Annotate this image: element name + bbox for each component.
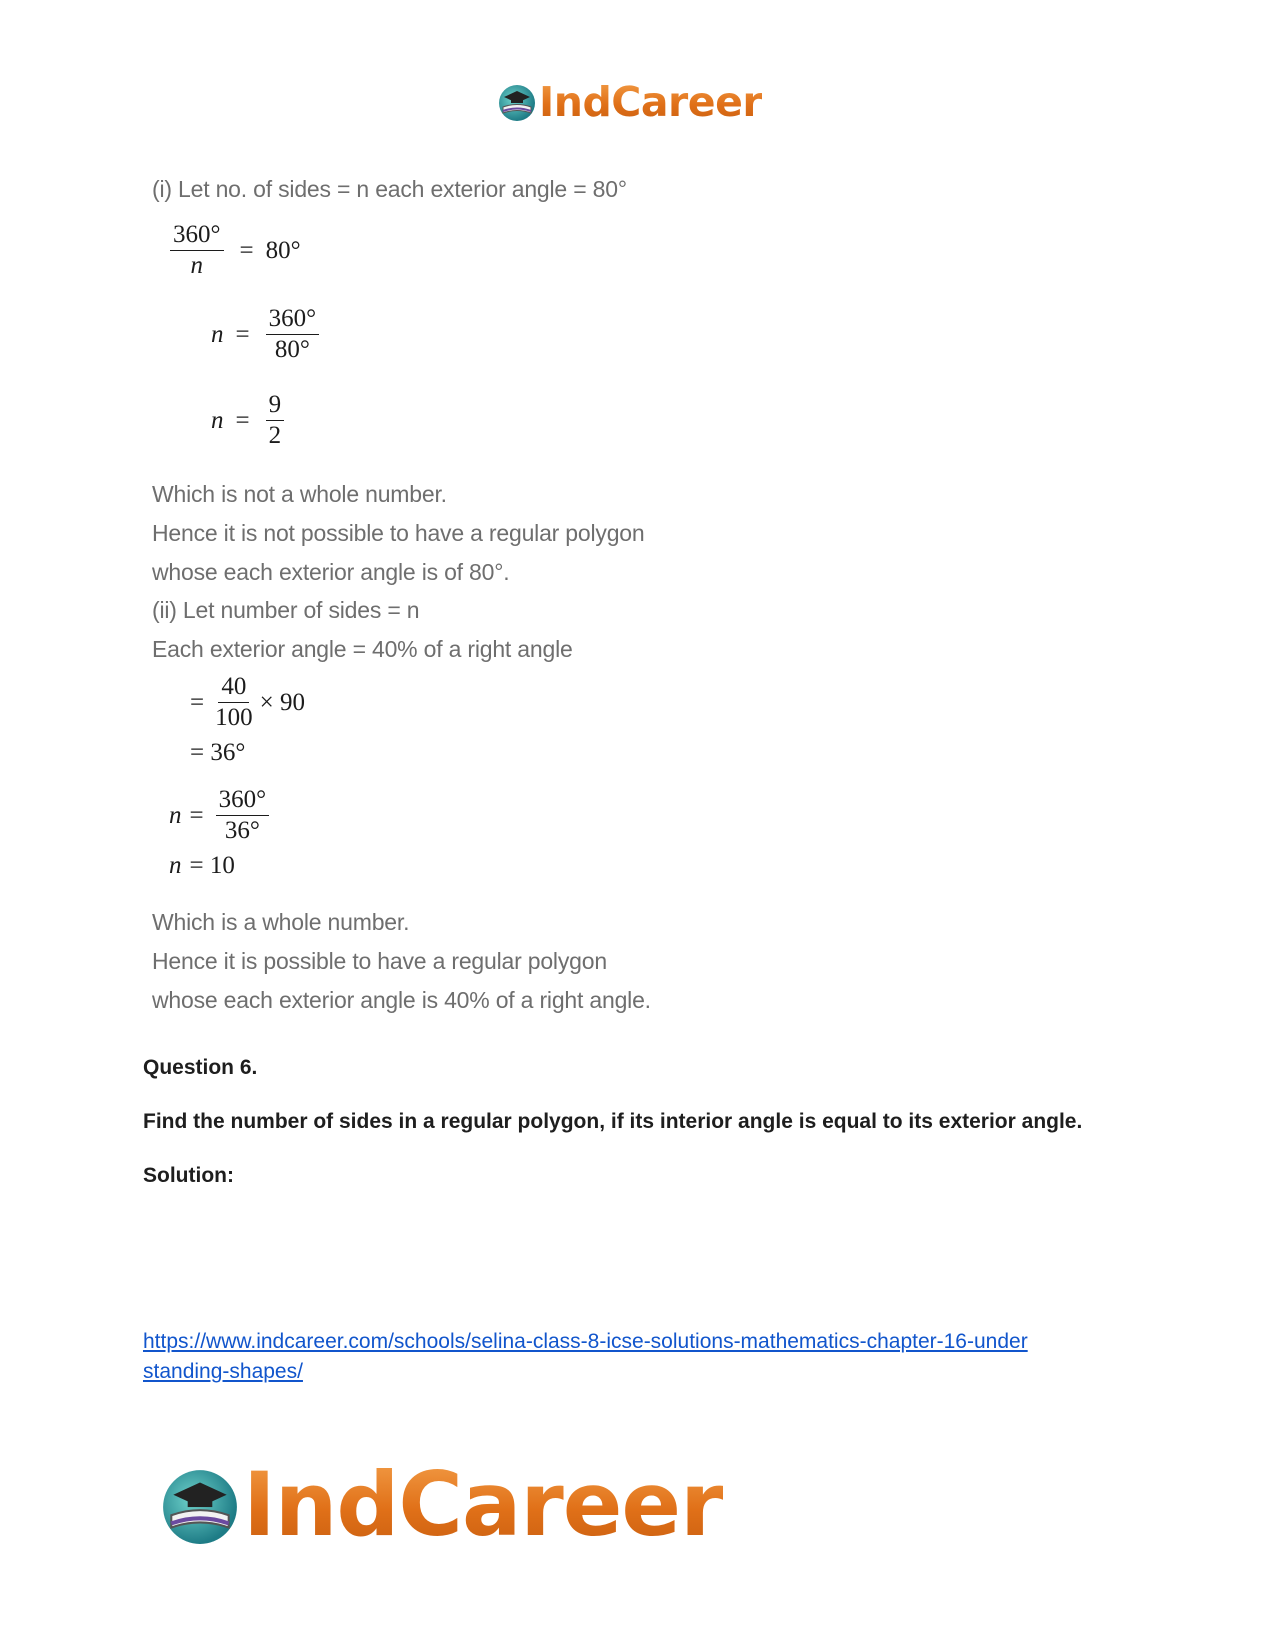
question-heading: Question 6. (143, 1056, 258, 1079)
equation-3 (211, 392, 288, 450)
conclusion-line: whose each exterior angle is of 80°. (152, 559, 510, 585)
fraction (266, 392, 285, 450)
equation-7 (169, 852, 235, 880)
variable-n: n (211, 320, 224, 348)
numerator: 40 (218, 674, 249, 703)
numerator: 360° (170, 222, 224, 251)
multiplier: × 90 (259, 688, 305, 716)
part-ii-statement: Each exterior angle = 40% of a right angle (152, 636, 573, 662)
equals-sign: = (189, 801, 204, 829)
source-link[interactable] (143, 1327, 1143, 1387)
conclusion-line: Which is not a whole number. (152, 481, 447, 507)
fraction (266, 306, 320, 364)
part-ii-intro: (ii) Let number of sides = n (152, 597, 420, 623)
denominator: 36° (224, 817, 260, 845)
conclusion-line: Hence it is not possible to have a regular polygon (152, 520, 645, 546)
conclusion-line: Hence it is possible to have a regular polygon (152, 948, 607, 974)
logo-wordmark: IndCareer (243, 1453, 723, 1556)
question-text: Find the number of sides in a regular polygon, if its interior angle is equal to its exterior angle. (143, 1110, 1083, 1133)
rhs-value: 80° (265, 236, 301, 264)
equals-sign: = (235, 320, 250, 348)
result: = 10 (189, 852, 235, 879)
conclusion-line: whose each exterior angle is 40% of a right angle. (152, 987, 651, 1013)
denominator: n (190, 252, 203, 280)
part-i-intro: (i) Let no. of sides = n each exterior angle = 80° (152, 176, 627, 202)
source-link-line-1[interactable]: https://www.indcareer.com/schools/selina-class-8-icse-solutions-mathematics-chapter-16-under (143, 1330, 1028, 1353)
fraction (170, 222, 224, 280)
fraction (212, 674, 256, 732)
equation-5: = 36° (190, 739, 246, 766)
graduation-cap-book-globe-icon (159, 1464, 241, 1546)
variable-n: n (169, 852, 182, 879)
solution-label: Solution: (143, 1164, 234, 1187)
numerator: 360° (266, 306, 320, 335)
equation-2 (211, 306, 323, 364)
logo-wordmark: IndCareer (539, 78, 763, 126)
equation-1 (166, 222, 301, 280)
equals-sign: = (235, 406, 250, 434)
variable-n: n (211, 406, 224, 434)
equation-6 (169, 787, 273, 845)
denominator: 80° (274, 336, 310, 364)
footer-logo (159, 1453, 723, 1556)
equals-sign: = (239, 236, 254, 264)
variable-n: n (169, 801, 182, 829)
equals-sign: = (190, 688, 205, 716)
equation-4 (190, 674, 305, 732)
source-link-line-2[interactable]: standing-shapes/ (143, 1360, 303, 1383)
graduation-cap-book-globe-icon (497, 82, 537, 122)
denominator: 2 (268, 422, 282, 450)
fraction (216, 787, 270, 845)
conclusion-line: Which is a whole number. (152, 909, 410, 935)
numerator: 9 (266, 392, 285, 421)
denominator: 100 (215, 704, 253, 732)
header-logo (497, 78, 762, 126)
numerator: 360° (216, 787, 270, 816)
